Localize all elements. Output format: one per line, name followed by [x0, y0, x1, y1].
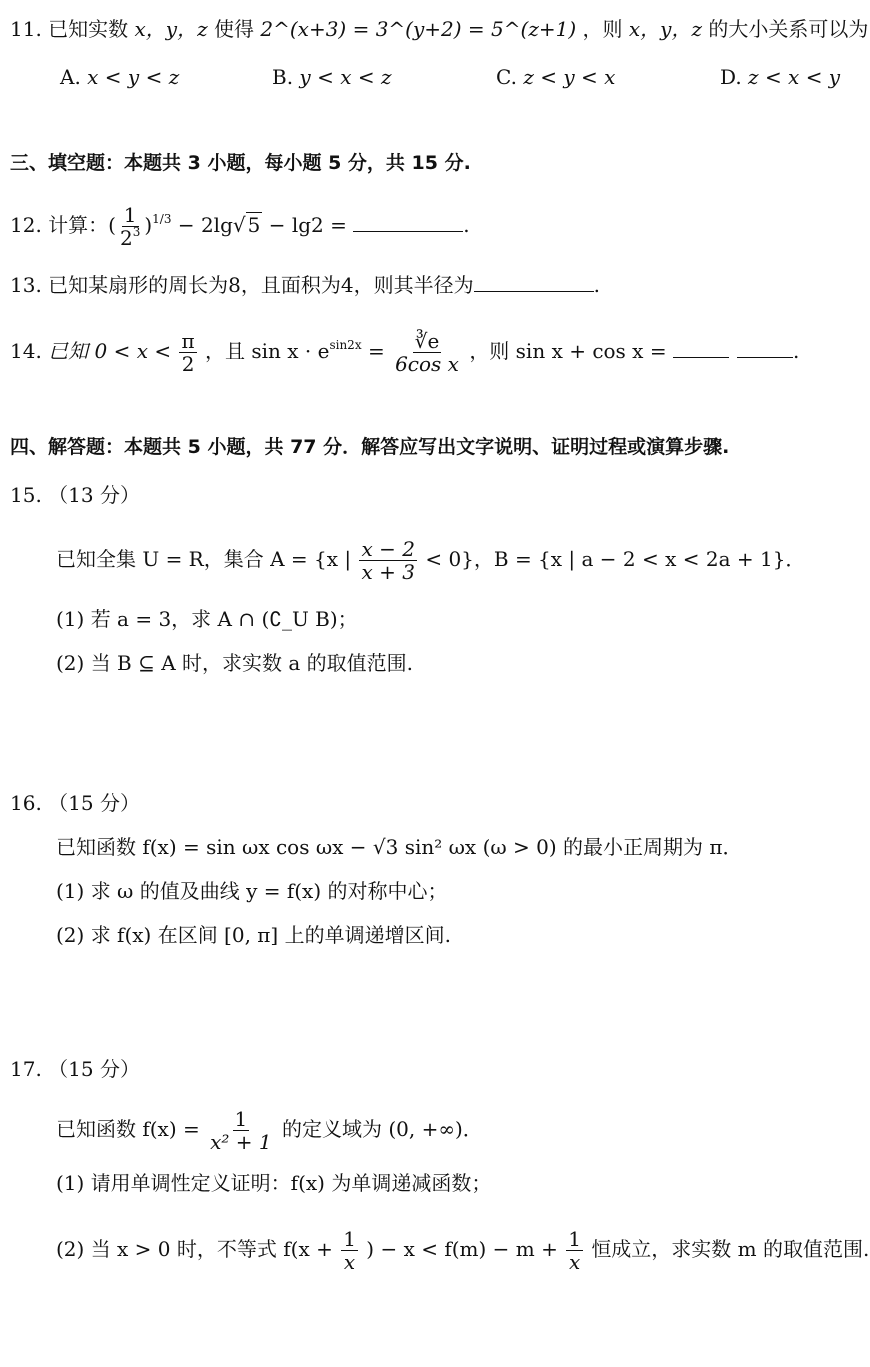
- q17-part2-fraction-2: $\frac{1}{x}$: [568, 1227, 581, 1274]
- q12-fraction: $\frac{1}{2^3}$: [119, 203, 141, 250]
- q17-part2-fraction-1: $\frac{1}{x}$: [343, 1227, 356, 1274]
- q17-part1: (1) 请用单调性定义证明：f(x) 为单调递减函数；: [56, 1171, 492, 1195]
- q12: 12. 计算：( $\frac{1}{2^3}$ )$^{1/3}$ − 2lg√ 5 − lg2 = .: [10, 203, 470, 250]
- q15-part2: (2) 当 B ⊆ A 时，求实数 a 的取值范围.: [56, 651, 414, 675]
- q16-part2: (2) 求 f(x) 在区间 [0, π] 上的单调递增区间.: [56, 923, 451, 947]
- q11-number: 11.: [10, 17, 42, 41]
- q14: 14. 已知 0 < x < $\frac{\pi}{2}$ ，且 $\sin x \cdot e^{sin2x}$ = $\frac{∛e}{\text{6cos x}}$ ，则 sin x + cos x = .: [10, 329, 800, 376]
- q17-fraction: $\frac{1}{\text{x² + 1}}$: [210, 1107, 272, 1154]
- section-3-title: 三、填空题：本题共 3 小题，每小题 5 分，共 15 分.: [10, 152, 471, 174]
- q14-pi-over-2: $\frac{\pi}{2}$: [181, 329, 195, 376]
- q11-option-d: D. z < x < y: [720, 65, 841, 89]
- q12-answer-blank: [353, 213, 463, 232]
- q17-header: 17. （15 分）: [10, 1057, 140, 1081]
- q11-option-c: C. z < y < x: [496, 65, 616, 89]
- q11-option-b: B. y < x < z: [272, 65, 392, 89]
- q15-stem: 已知全集 U = R，集合 A = {x | $\frac{x - 2}{x + 3}$ < 0}，B = {x | a − 2 < x < 2a + 1}．: [56, 537, 806, 584]
- q11-condition: 2^(x+3) = 3^(y+2) = 5^(z+1): [260, 17, 577, 41]
- section-4-title: 四、解答题：本题共 5 小题，共 77 分．解答应写出文字说明、证明过程或演算步骤.: [10, 436, 730, 458]
- q16-stem: 已知函数 f(x) = sin ωx cos ωx − √3 sin² ωx (ω > 0) 的最小正周期为 π．: [56, 835, 743, 859]
- q15-part1: (1) 若 a = 3，求 A ∩ (∁_U B)；: [56, 607, 358, 631]
- q13: 13. 已知某扇形的周长为8，且面积为4，则其半径为 .: [10, 273, 600, 297]
- q16-part1: (1) 求 ω 的值及曲线 y = f(x) 的对称中心；: [56, 879, 448, 903]
- q14-fraction: $\frac{∛e}{\text{6cos x}}$: [395, 329, 459, 376]
- q11-stem: 11. 已知实数 x，y，z 使得 2^(x+3) = 3^(y+2) = 5^(z+1) ，则 x，y，z 的大小关系可以为: [10, 17, 869, 41]
- q17-stem: 已知函数 f(x) = $\frac{1}{\text{x² + 1}}$ 的定义域为 (0, +∞)．: [56, 1107, 483, 1154]
- q17-part2: (2) 当 x > 0 时，不等式 f(x + $\frac{1}{x}$ ) − x < f(m) − m + $\frac{1}{x}$ 恒成立，求实数 m 的取值范围.: [56, 1227, 870, 1274]
- q13-answer-blank: [474, 273, 594, 292]
- q14-answer-blank: [673, 339, 729, 358]
- q16-header: 16. （15 分）: [10, 791, 140, 815]
- q15-fraction: $\frac{x - 2}{x + 3}$: [361, 537, 415, 584]
- q15-header: 15. （13 分）: [10, 483, 140, 507]
- q11-option-a: A. x < y < z: [60, 65, 180, 89]
